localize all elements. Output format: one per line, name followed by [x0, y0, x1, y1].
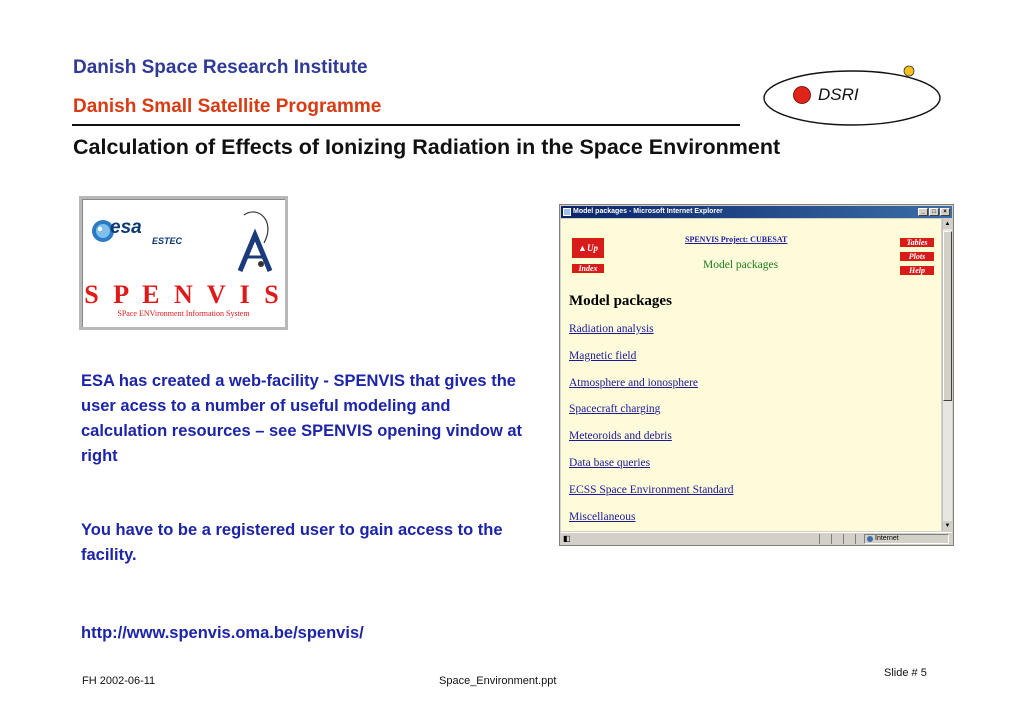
index-button[interactable]: Index — [571, 263, 605, 274]
page-status-icon: ◧ — [563, 534, 571, 543]
minimize-icon[interactable]: _ — [918, 208, 928, 216]
programme-name: Danish Small Satellite Programme — [73, 96, 382, 117]
page-subtitle: Model packages — [703, 259, 779, 271]
slide-number: Slide # 5 — [884, 667, 927, 679]
esa-wordmark: esa — [110, 217, 142, 238]
page-heading: Model packages — [569, 293, 672, 309]
tables-button[interactable]: Tables — [899, 237, 935, 248]
browser-screenshot — [559, 204, 954, 546]
link-spacecraft-charging[interactable]: Spacecraft charging — [569, 403, 661, 416]
status-divider — [855, 534, 856, 544]
footer-author-date: FH 2002-06-11 — [82, 675, 156, 687]
link-database-queries[interactable]: Data base queries — [569, 456, 651, 469]
link-ecss-standard[interactable]: ECSS Space Environment Standard — [569, 483, 734, 496]
footer-filename: Space_Environment.ppt — [439, 675, 557, 687]
plots-button[interactable]: Plots — [899, 251, 935, 262]
spenvis-wordmark: S P E N V I S — [84, 280, 283, 309]
project-link[interactable]: SPENVIS Project: CUBESAT — [685, 235, 788, 244]
institute-name: Danish Space Research Institute — [73, 57, 368, 78]
link-atmosphere-ionosphere[interactable]: Atmosphere and ionosphere — [569, 376, 699, 389]
browser-viewport — [561, 219, 941, 531]
model-package-list — [569, 323, 734, 531]
link-miscellaneous[interactable]: Miscellaneous — [569, 510, 636, 523]
link-radiation-analysis[interactable]: Radiation analysis — [569, 323, 654, 335]
dsri-logo-text: DSRI — [818, 85, 859, 104]
link-meteoroids-debris[interactable]: Meteoroids and debris — [569, 430, 672, 443]
up-button[interactable]: ▲Up — [571, 237, 605, 259]
maximize-icon[interactable]: □ — [929, 208, 939, 216]
dsri-logo — [760, 62, 950, 130]
security-zone-label: Internet — [875, 535, 899, 542]
status-divider — [819, 534, 820, 544]
scroll-down-icon[interactable]: ▼ — [944, 523, 951, 529]
bira-emblem-icon — [234, 205, 280, 273]
scroll-up-icon[interactable]: ▲ — [944, 221, 951, 227]
browser-statusbar — [561, 532, 952, 544]
help-button[interactable]: Help — [899, 265, 935, 276]
vertical-scrollbar[interactable] — [942, 219, 952, 531]
header-rule — [72, 124, 740, 126]
globe-icon — [867, 536, 873, 542]
browser-titlebar — [561, 206, 952, 218]
status-divider — [843, 534, 844, 544]
estec-wordmark: ESTEC — [152, 236, 183, 246]
security-zone — [864, 534, 949, 544]
ie-icon — [563, 208, 571, 216]
close-icon[interactable]: × — [940, 208, 950, 216]
spenvis-subtitle: SPace ENVironment Information System — [117, 309, 250, 318]
registration-paragraph: You have to be a registered user to gain access to the facility. — [81, 521, 503, 564]
slide-title: Calculation of Effects of Ionizing Radiation in the Space Environment — [73, 135, 781, 159]
browser-window-title: Model packages - Microsoft Internet Explorer — [573, 208, 723, 215]
spenvis-url[interactable]: http://www.spenvis.oma.be/spenvis/ — [81, 624, 364, 642]
description-paragraph: ESA has created a web-facility - SPENVIS that gives the user acess to a number of useful modeling and calculation resources – see SPENVIS opening vindow at right — [81, 372, 523, 465]
spenvis-logo-box — [79, 196, 288, 330]
status-divider — [831, 534, 832, 544]
scroll-thumb[interactable] — [943, 231, 952, 401]
link-magnetic-field[interactable]: Magnetic field — [569, 349, 637, 362]
